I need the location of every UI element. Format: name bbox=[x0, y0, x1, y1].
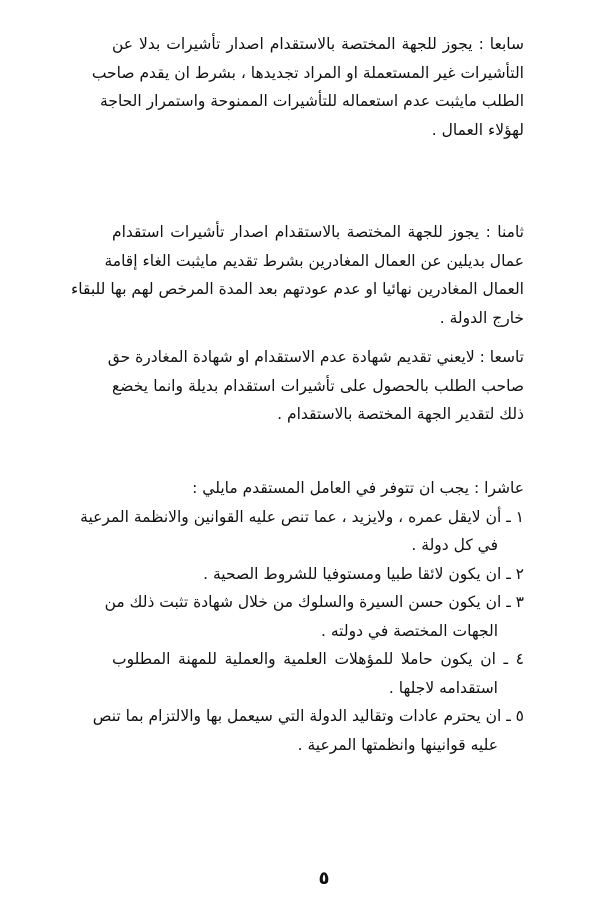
section-ninth bbox=[107, 343, 524, 429]
text-line: العمال المغادرين نهائيا او عدم عودتهم بعد المدة المرخص لهم بها للبقاء bbox=[71, 280, 524, 298]
list-item-3: ٣ ـ ان يكون حسن السيرة والسلوك من خلال شهادة تثبت ذلك من bbox=[104, 593, 524, 611]
list-item-4-cont: استقدامه لاجلها . bbox=[388, 678, 498, 697]
list-item-5-cont: عليه قوانينها وانظمتها المرعية . bbox=[297, 735, 498, 754]
list-item-5: ٥ ـ ان يحترم عادات وتقاليد الدولة التي سيعمل بها والالتزام بما تنص bbox=[92, 707, 524, 725]
section-intro: عاشرا : يجب ان تتوفر في العامل المستقدم مايلي : bbox=[192, 479, 524, 497]
text-line: ثامنا : يجوز للجهة المختصة بالاستقدام اصدار تأشيرات استقدام bbox=[112, 223, 524, 241]
text-line: الطلب مايثبت عدم استعماله للتأشيرات الممنوحة واستمرار الحاجة bbox=[100, 92, 524, 110]
text-line: صاحب الطلب بالحصول على تأشيرات استقدام بديلة وانما يخضع bbox=[112, 376, 524, 395]
list-item-3-cont: الجهات المختصة في دولته . bbox=[321, 621, 498, 640]
list-item-1-cont: في كل دولة . bbox=[411, 536, 498, 554]
section-eighth bbox=[71, 218, 524, 332]
list-item-2: ٢ ـ ان يكون لائقا طبيا ومستوفيا للشروط الصحية . bbox=[203, 564, 524, 583]
page-number: ٥ bbox=[318, 868, 330, 889]
text-line: ذلك لتقدير الجهة المختصة بالاستقدام . bbox=[277, 405, 524, 423]
section-tenth bbox=[80, 474, 524, 759]
text-line: خارج الدولة . bbox=[439, 308, 524, 327]
list-item-1: ١ ـ أن لايقل عمره ، ولايزيد ، عما تنص عليه القوانين والانظمة المرعية bbox=[80, 507, 524, 526]
text-line: تاسعا : لايعني تقديم شهادة عدم الاستقدام او شهادة المغادرة حق bbox=[107, 348, 524, 366]
text-line: سابعا : يجوز للجهة المختصة بالاستقدام اصدار تأشيرات بدلا عن bbox=[112, 35, 524, 53]
text-line: لهؤلاء العمال . bbox=[431, 120, 524, 139]
section-seventh bbox=[91, 30, 524, 144]
list-item-4: ٤ ـ ان يكون حاملا للمؤهلات العلمية والعملية للمهنة المطلوب bbox=[112, 650, 524, 668]
text-line: عمال بديلين عن العمال المغادرين بشرط تقديم مايثبت الغاء إقامة bbox=[104, 251, 524, 270]
text-line: التأشيرات غير المستعملة او المراد تجديدها ، بشرط ان يقدم صاحب bbox=[91, 63, 524, 82]
